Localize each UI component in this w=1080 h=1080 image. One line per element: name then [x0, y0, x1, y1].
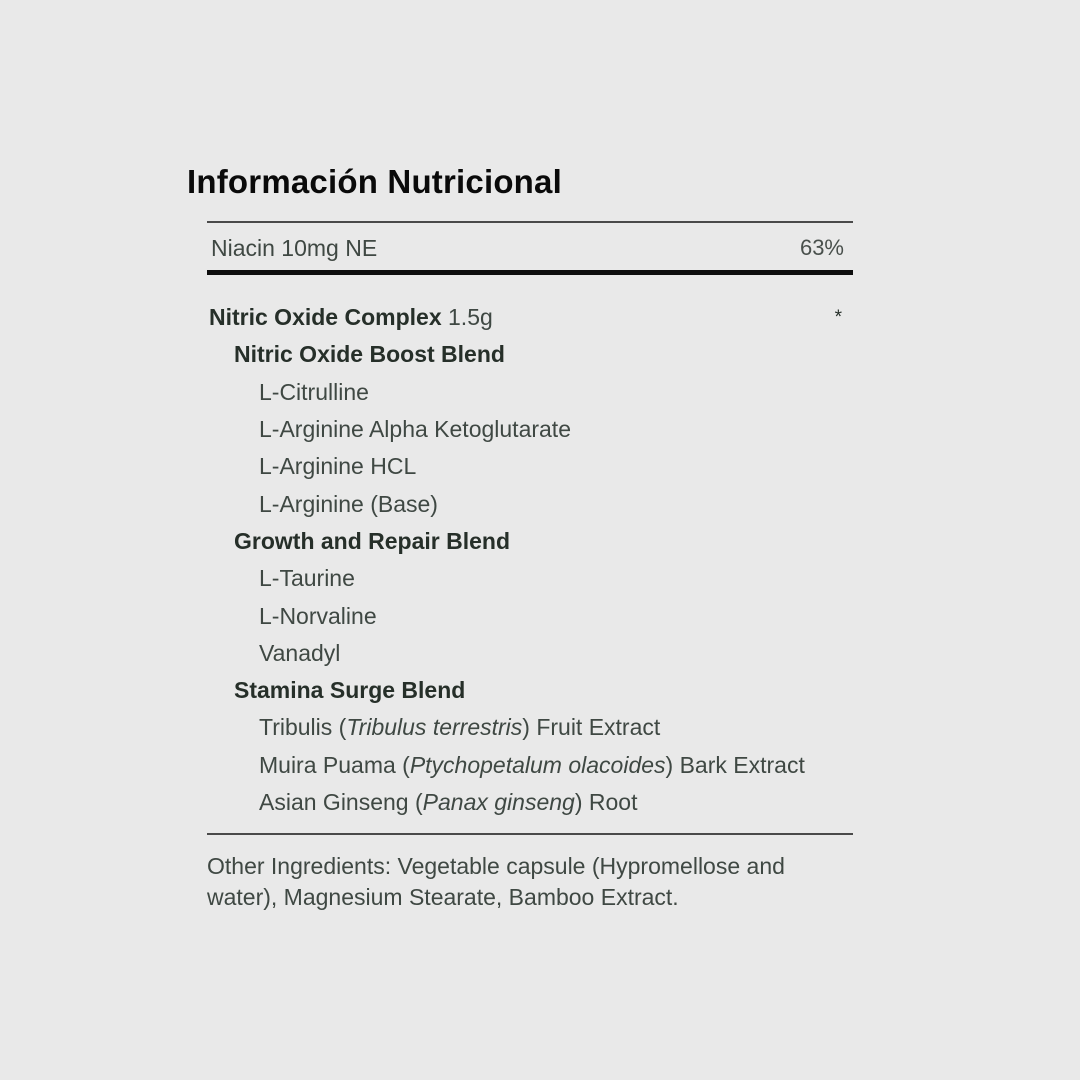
- ingredient-name: L-Arginine (Base): [259, 490, 438, 517]
- ingredient-row: [207, 784, 853, 821]
- other-ingredients-text: Other Ingredients: Vegetable capsule (Hypromellose and water), Magnesium Stearate, Bamboo Extract.: [207, 853, 785, 910]
- nutrition-label: [187, 0, 853, 1080]
- ingredient-name: Nitric Oxide Complex 1.5g: [209, 304, 493, 331]
- ingredient-row: [207, 747, 853, 784]
- divider-bottom: [207, 833, 853, 835]
- ingredient-row: [207, 299, 853, 336]
- ingredient-name: L-Norvaline: [259, 602, 377, 629]
- ingredient-name: L-Arginine Alpha Ketoglutarate: [259, 416, 571, 443]
- ingredient-name: Muira Puama (Ptychopetalum olacoides) Bark Extract: [259, 751, 805, 778]
- ingredient-name: Vanadyl: [259, 639, 341, 666]
- ingredient-row: [207, 523, 853, 560]
- ingredient-name: Stamina Surge Blend: [234, 677, 466, 704]
- ingredient-row: [207, 709, 853, 746]
- divider-thick: [207, 270, 853, 275]
- divider-top: [207, 221, 853, 223]
- niacin-label: Niacin 10mg NE: [211, 234, 378, 261]
- ingredient-row: [207, 485, 853, 522]
- ingredient-row: [207, 597, 853, 634]
- ingredient-row: [207, 560, 853, 597]
- ingredient-row: [207, 336, 853, 373]
- ingredient-name: L-Citrulline: [259, 378, 369, 405]
- ingredient-name: L-Arginine HCL: [259, 453, 417, 480]
- ingredient-name: Growth and Repair Blend: [234, 527, 511, 554]
- ingredient-name: Asian Ginseng (Panax ginseng) Root: [259, 789, 638, 815]
- ingredient-row: [207, 411, 853, 448]
- asterisk-mark: *: [834, 306, 842, 328]
- ingredient-name: Nitric Oxide Boost Blend: [234, 341, 505, 368]
- ingredient-list: [207, 299, 853, 821]
- ingredient-row: [207, 672, 853, 709]
- niacin-daily-value: 63%: [799, 235, 844, 260]
- ingredient-row: [207, 448, 853, 485]
- page-title: Información Nutricional: [187, 163, 562, 200]
- ingredient-name: L-Taurine: [259, 565, 355, 592]
- ingredient-name: Tribulis (Tribulus terrestris) Fruit Extract: [259, 714, 661, 741]
- niacin-row: [207, 227, 853, 269]
- ingredient-row: [207, 635, 853, 672]
- ingredient-row: [207, 374, 853, 411]
